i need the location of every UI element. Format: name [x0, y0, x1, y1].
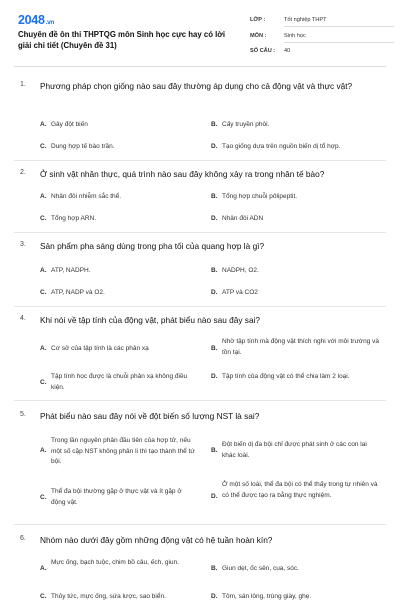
question-number: 2. — [20, 169, 26, 176]
document-header — [0, 0, 400, 66]
question-divider — [14, 232, 386, 233]
question-text: Sản phẩm pha sáng dùng trong pha tối của quang hợp là gì? — [40, 241, 265, 251]
question-divider — [14, 306, 386, 307]
question-number: 5. — [20, 411, 26, 418]
question-number: 1. — [20, 81, 26, 88]
header-divider — [14, 66, 386, 67]
subject-value: Sinh học — [284, 30, 394, 43]
site-logo[interactable]: 2048.vn — [18, 13, 55, 27]
count-value: 40 — [284, 48, 291, 54]
count-label: SỐ CÂU : — [250, 48, 276, 54]
class-value: Tốt nghiệp THPT — [284, 14, 394, 27]
question-number: 3. — [20, 241, 26, 248]
document-title: Chuyên đề ôn thi THPTQG môn Sinh học cực hay có lời giải chi tiết (Chuyên đề 31) — [18, 30, 225, 50]
class-label: LỚP : — [250, 17, 266, 23]
document-page: 2048.vn Chuyên đề ôn thi THPTQG môn Sinh học cực hay có lời giải chi tiết (Chuyên đề 31) LỚP : Tốt nghiệp THPT MÔN : Sinh học SỐ CÂU : 40 1. Phương pháp chọn giống nào sau đây thường áp dụng cho cả động vật và thực vật? A. Gây đột biến B. Cấy truyền phôi. C. Dung hợp tế bào trần. D. Tạo giống dựa trên nguồn biến dị tổ hợp. 2. Ở sinh vật nhân thực, quá trình nào sau đây không xảy ra trong nhân tế bào? A. Nhân đôi nhiễm sắc thể. B. Tổng hợp chuỗi pôlipeptit. C. Tổng hợp ARN. D. Nhân đôi ADN 3. Sản phẩm pha sáng dùng trong pha tối của quang hợp là gì? A. ATP, NADPH. B. NADPH, O2. C. ATP, NADP và O2. D. ATP và CO2 4. Khi nói về tập tính của động vật, phát biểu nào sau đây sai? A. Cơ sở của tập tính là các phản xạ B. Nhờ tập tính mà động vật thích nghi với môi trường và tồn tại. C. Tập tính học được là chuỗi phản xạ không điều kiện. D. Tập tính của động vật có thể chia làm 2 loại. 5. Phát biểu nào sau đây nói về đột biến số lượng NST là sai? A. Trong lần nguyên phân đầu tiên của hợp tử, nếu một số cặp NST không phân li thì tạo thành thể tứ bội. B. Đột biến dị đa bội chỉ được phát sinh ở các con lai khác loài. C. Thể đa bội thường gặp ở thực vật và ít gặp ở động vật. D. Ở một số loài, thể đa bội có thể thấy trong tự nhiên và có thể được tạo ra bằng thực nghiệm. 6. Nhóm nào dưới đây gồm những động vật có hệ tuần hoàn kín? A. Mực ống, bạch tuộc, chim bồ câu, ếch, giun. B. Giun dẹt, ốc sên, cua, sóc. C. Thủy tức, mực ống, sứa lược, sao biển. D. Tôm, sán lông, trùng giày, ghẹ. — [0, 0, 400, 600]
question-text: Khi nói về tập tính của động vật, phát biểu nào sau đây sai? — [40, 315, 261, 325]
question-number: 6. — [20, 535, 26, 542]
subject-label: MÔN : — [250, 33, 267, 39]
question-text: Ở sinh vật nhân thực, quá trình nào sau đây không xảy ra trong nhân tế bào? — [40, 169, 325, 179]
question-number: 4. — [20, 315, 26, 322]
question-text: Phát biểu nào sau đây nói về đột biến số lượng NST là sai? — [40, 411, 260, 421]
question-text: Phương pháp chọn giống nào sau đây thường áp dụng cho cả động vật và thực vật? — [40, 81, 353, 91]
question-divider — [14, 400, 386, 401]
question-divider — [14, 160, 386, 161]
question-text: Nhóm nào dưới đây gồm những động vật có hệ tuần hoàn kín? — [40, 535, 273, 545]
question-divider — [14, 524, 386, 525]
